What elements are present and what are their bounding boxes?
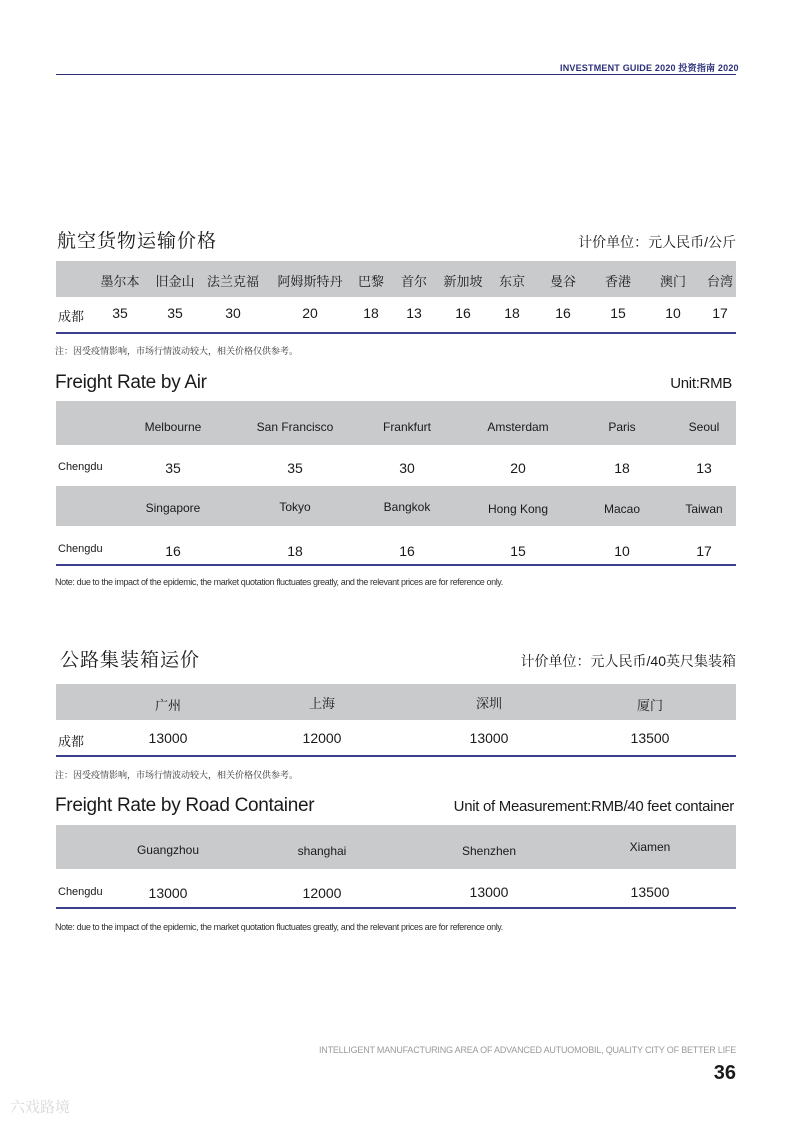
air-en-value: 17 [696,543,712,559]
air-cn-value: 10 [665,305,681,321]
road-en-col: Guangzhou [136,843,200,857]
road-en-value: 12000 [302,885,342,901]
air-en-value: 10 [614,543,630,559]
road-cn-value: 12000 [302,730,342,746]
road-cn-value: 13000 [148,730,188,746]
road-en-note: Note: due to the impact of the epidemic, the market quotation fluctuates greatly, and the relevant prices are for reference only. [55,922,503,932]
air-en-value: 30 [399,460,415,476]
watermark: 六戏路境 [10,1099,71,1116]
air-cn-value: 35 [112,305,128,321]
air-en-col: Amsterdam [487,420,549,434]
air-en-row-label: Chengdu [58,543,103,555]
air-en-note: Note: due to the impact of the epidemic, the market quotation fluctuates greatly, and the relevant prices are for reference only. [55,577,503,587]
air-en-col: Paris [608,420,636,434]
air-cn-col: 新加坡 [443,274,483,289]
road-en-col: Shenzhen [461,844,517,858]
road-cn-note: 注：因受疫情影响，市场行情波动较大，相关价格仅供参考。 [55,770,299,780]
air-title-cn: 航空货物运输价格 [57,231,218,252]
air-cn-bottom-rule [56,332,736,334]
road-en-value: 13000 [148,885,188,901]
road-cn-bottom-rule [56,755,736,757]
air-cn-col: 旧金山 [155,274,195,289]
road-en-bottom-rule [56,907,736,909]
road-cn-col: 深圳 [475,696,502,711]
road-cn-col: 厦门 [636,698,663,713]
air-cn-col: 巴黎 [357,274,384,289]
air-en-value: 15 [510,543,526,559]
air-en-value: 35 [287,460,303,476]
air-en-row-label: Chengdu [58,461,103,473]
air-en-value: 18 [614,460,630,476]
air-cn-value: 18 [363,305,379,321]
air-cn-note: 注：因受疫情影响，市场行情波动较大，相关价格仅供参考。 [55,346,299,356]
road-unit-cn: 计价单位：元人民币/40英尺集装箱 [520,653,736,669]
air-en-col: Bangkok [383,500,431,514]
road-title-cn: 公路集装箱运价 [60,650,201,671]
road-title-en: Freight Rate by Road Container [55,795,315,816]
road-en-value: 13500 [630,884,670,900]
road-cn-col: 上海 [308,696,335,711]
air-cn-col: 法兰克福 [206,274,259,289]
air-en-col: Hong Kong [487,502,549,516]
air-en-col: Taiwan [685,502,723,516]
air-en-bottom-rule [56,564,736,566]
page-number: 36 [713,1062,736,1084]
air-cn-value: 18 [504,305,520,321]
air-cn-value: 13 [406,305,422,321]
air-cn-col: 阿姆斯特丹 [277,274,343,289]
air-cn-col: 墨尔本 [100,274,140,289]
road-en-value: 13000 [469,884,509,900]
air-en-value: 18 [287,543,303,559]
road-cn-value: 13500 [630,730,670,746]
air-unit-cn: 计价单位：元人民币/公斤 [578,234,736,250]
air-cn-value: 35 [167,305,183,321]
air-cn-col: 澳门 [659,274,686,289]
air-cn-value: 16 [555,305,571,321]
guide-header: INVESTMENT GUIDE 2020 投资指南 2020 [560,63,739,73]
road-en-col: Xiamen [629,840,671,854]
air-en-col: Singapore [145,501,201,515]
air-en-value: 13 [696,460,712,476]
air-en-col: Melbourne [144,420,202,434]
air-cn-value: 20 [302,305,318,321]
road-en-row-label: Chengdu [58,886,103,898]
air-en-value: 20 [510,460,526,476]
air-en-col: Frankfurt [382,420,431,434]
road-cn-col: 广州 [154,698,181,713]
air-en-value: 35 [165,460,181,476]
air-cn-col: 香港 [604,274,631,289]
air-cn-value: 17 [712,305,728,321]
air-cn-value: 15 [610,305,626,321]
road-cn-row-label: 成都 [58,734,85,749]
air-cn-col: 首尔 [400,274,427,289]
road-cn-value: 13000 [469,730,509,746]
air-en-col: Macao [603,502,641,516]
air-title-en: Freight Rate by Air [55,372,207,393]
air-cn-col: 东京 [498,274,525,289]
air-cn-col: 曼谷 [549,274,576,289]
road-unit-en: Unit of Measurement:RMB/40 feet container [453,798,734,815]
air-en-value: 16 [165,543,181,559]
air-unit-en: Unit:RMB [670,375,732,392]
air-cn-value: 30 [225,305,241,321]
footer-slogan: INTELLIGENT MANUFACTURING AREA OF ADVANCED AUTUOMOBIL, QUALITY CITY OF BETTER LIFE [318,1045,736,1055]
header-divider [56,74,736,75]
air-cn-value: 16 [455,305,471,321]
road-en-col: shanghai [297,844,347,858]
air-en-col: San Francisco [256,420,334,434]
air-en-col: Tokyo [279,500,311,514]
air-cn-col: 台湾 [706,274,733,289]
air-en-value: 16 [399,543,415,559]
air-cn-row-label: 成都 [58,309,85,324]
air-en-col: Seoul [688,420,720,434]
